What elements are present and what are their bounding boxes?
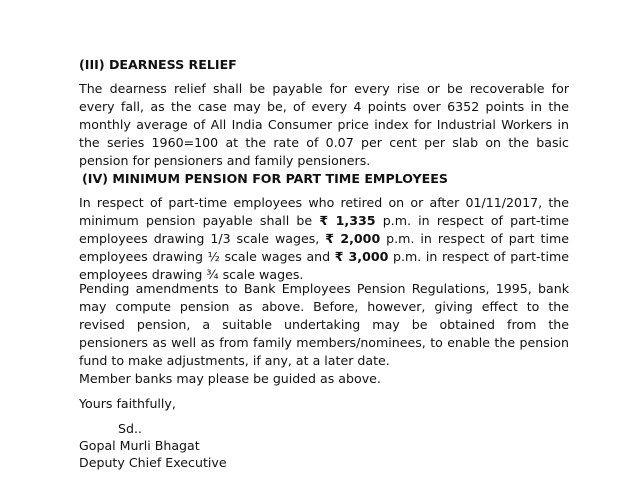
section-heading-dearness-relief: (III) DEARNESS RELIEF: [79, 57, 237, 72]
signature-mark: Sd..: [118, 421, 142, 436]
pension-text-4: p.m. in respect of part-time employees drawing ¾ scale wages.: [79, 249, 570, 282]
signer-name: Gopal Murli Bhagat: [79, 438, 200, 453]
pension-amount-one-third: ₹ 1,335: [319, 213, 376, 228]
pension-text-3: p.m. in respect of part time employees drawing ½ scale wages and: [79, 231, 569, 264]
paragraph-pending-amendments: Pending amendments to Bank Employees Pension Regulations, 1995, bank may compute pension as above. Before, however, giving effect to the revised pension, a suitable undertaking may be obtained from the pensioners as well as from family members/nominees, to enable the pension fund to make adjustments, if any, at a later date.: [79, 281, 569, 368]
pension-amount-half: ₹ 2,000: [325, 231, 381, 246]
pension-text-1: In respect of part-time employees who retired on or after 01/11/2017, the minimum pension payable shall be: [79, 195, 569, 228]
pension-text-2: p.m. in respect of part-time employees drawing 1/3 scale wages,: [79, 213, 569, 246]
section-heading-minimum-pension: (IV) MINIMUM PENSION FOR PART TIME EMPLOYEES: [82, 171, 448, 186]
section-body-minimum-pension: [79, 194, 569, 284]
section-body-dearness-relief: The dearness relief shall be payable for every rise or be recoverable for every fall, as the case may be, of every 4 points over 6352 points in the monthly average of All India Consumer price index for Industrial Workers in the series 1960=100 at the rate of 0.07 per cent per slab on the basic pension for pensioners and family pensioners.: [79, 81, 569, 168]
signer-designation: Deputy Chief Executive: [79, 455, 227, 470]
pension-amount-three-quarter: ₹ 3,000: [334, 249, 389, 264]
paragraph-guidance: Member banks may please be guided as above.: [79, 371, 381, 386]
closing-salutation: Yours faithfully,: [79, 396, 176, 411]
